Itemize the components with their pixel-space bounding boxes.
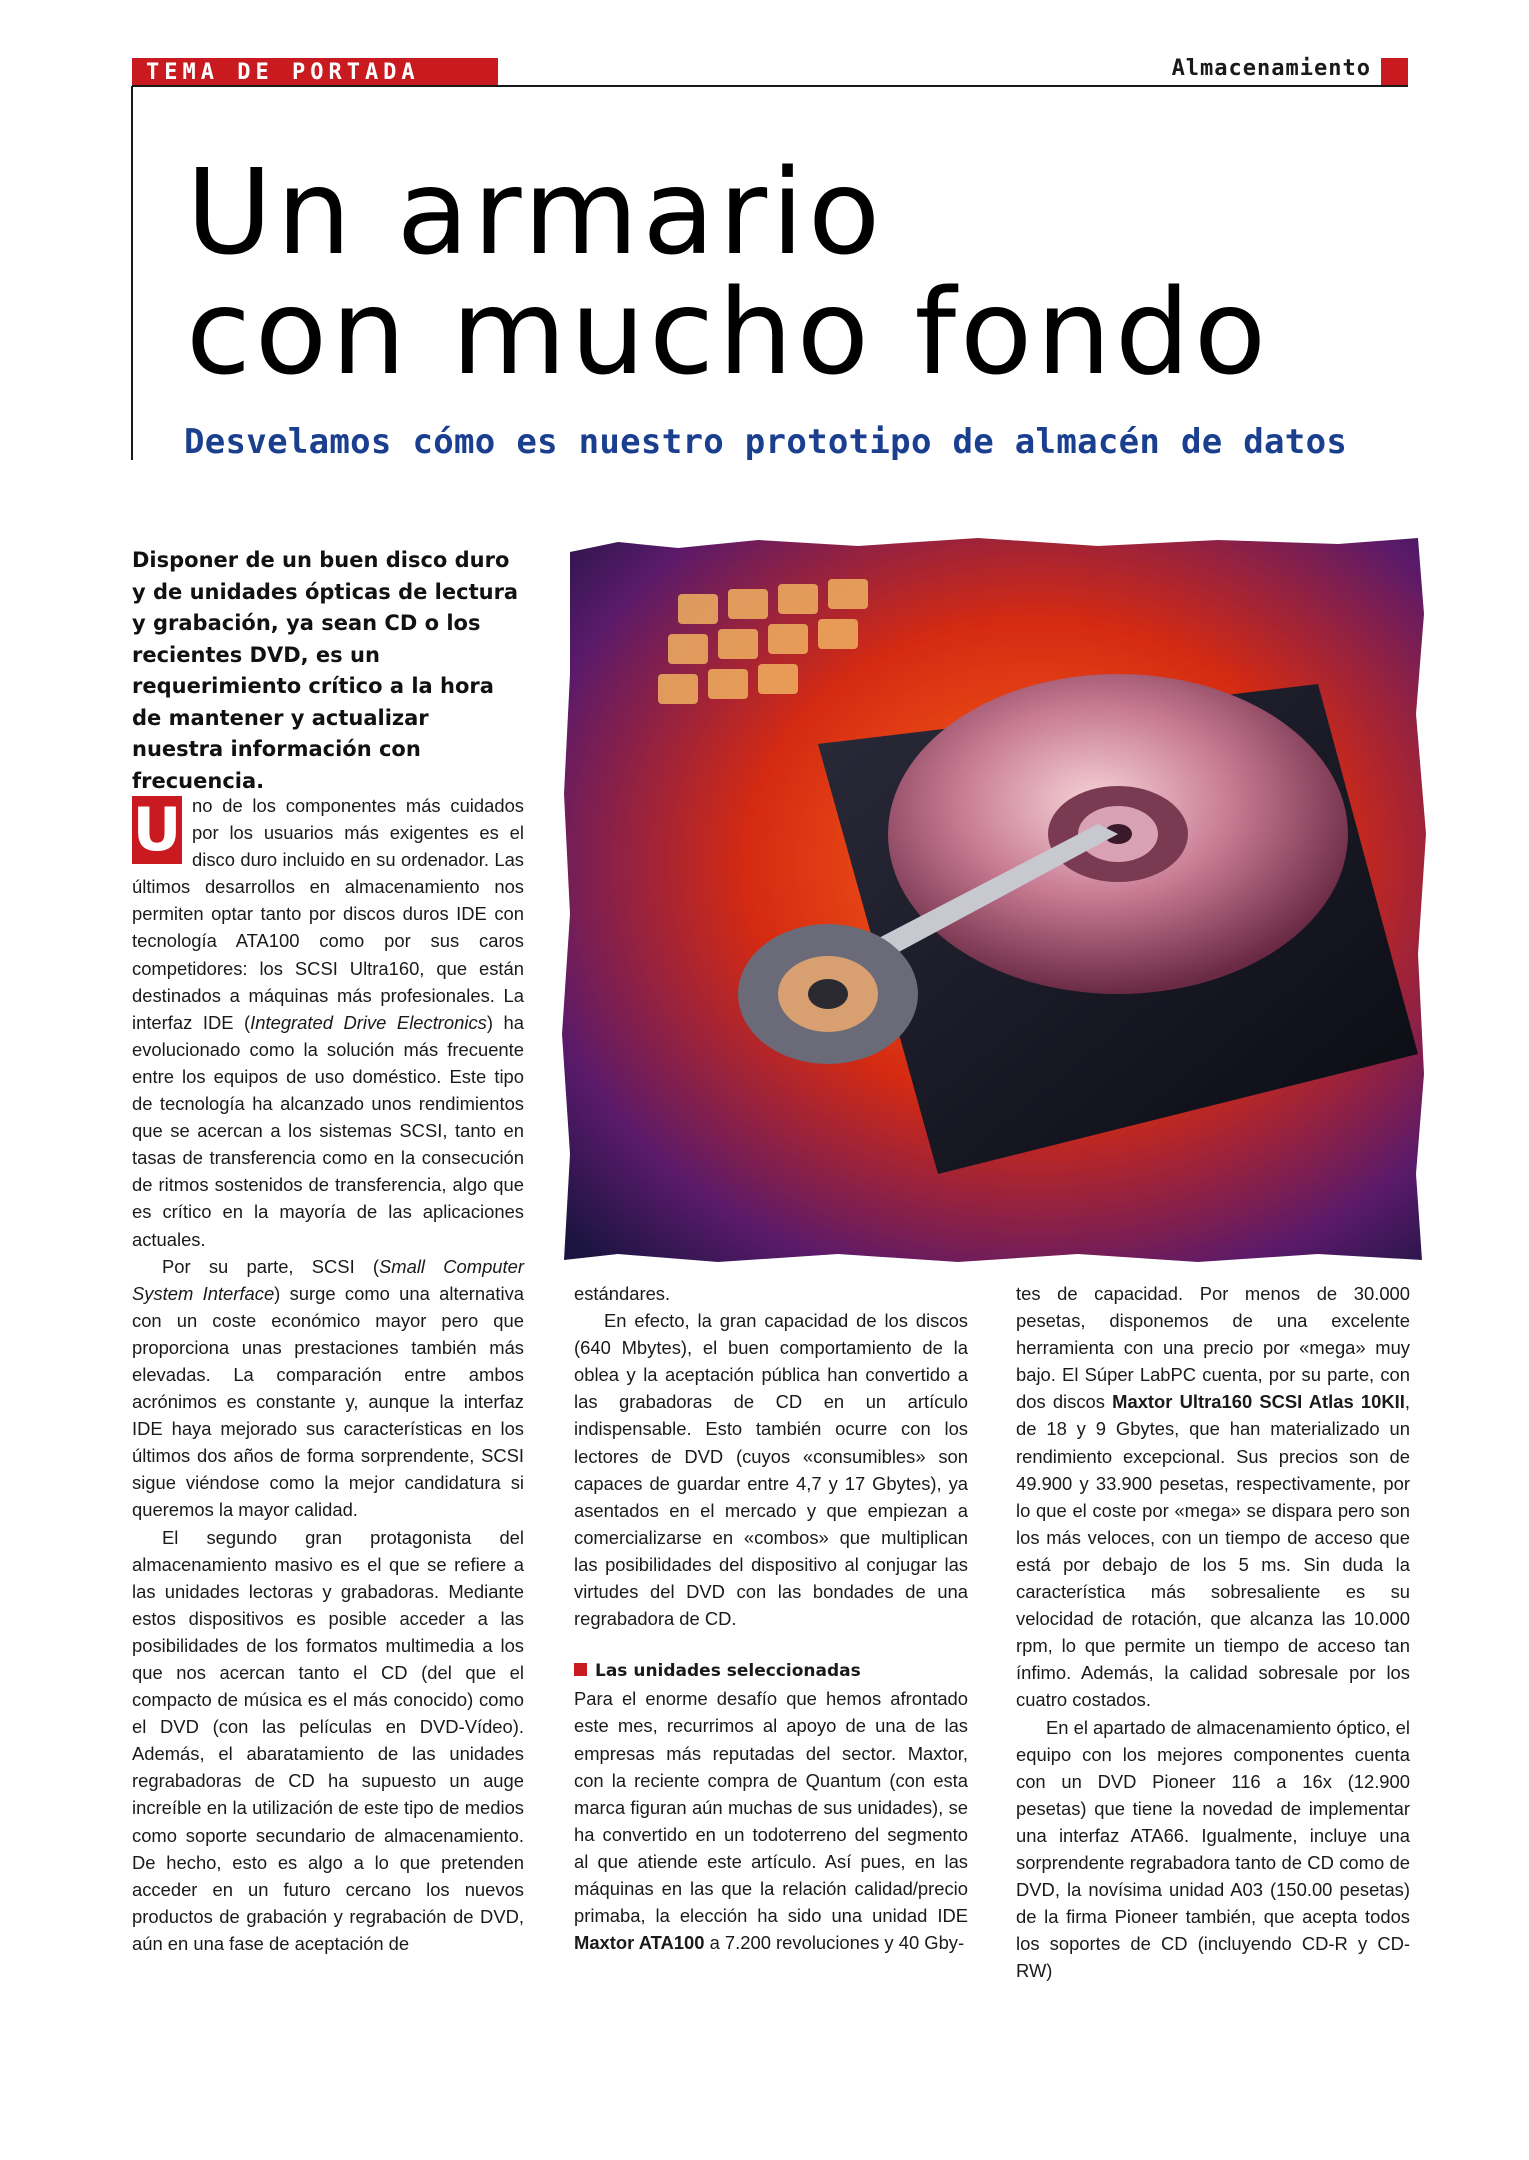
col1-p1-italic: Integrated Drive Electronics [250, 1011, 487, 1033]
header-rule [132, 85, 1408, 87]
article-subtitle: Desvelamos cómo es nuestro prototipo de almacén de datos [184, 422, 1348, 462]
hard-disk-photo [558, 534, 1430, 1268]
col2-paragraph-1: En efecto, la gran capacidad de los discos (640 Mbytes), el buen comportamiento de la oblea y la aceptación pública han convertido a las grabadoras de CD en un artículo indispensable. Esto también ocurre con los lectores de DVD (cuyos «consumibles» son capaces de guardar entre 4,7 y 17 Gbytes), ya asentados en el mercado y que empiezan a comercializarse en «combos» que multiplican las posibilidades del dispositivo al conjugar las virtudes del DVD con las bondades de una regrabadora de CD. [574, 1310, 968, 1630]
col1-p1-end: ) ha evolucionado como la solución más frecuente entre los equipos de uso doméstico. Este tipo de tecnología ha alcanzado unos rendimientos que se acercan a los sistemas SCSI, tanto en tasas de transferencia como en la consecución de ritmos sostenidos de transferencia, algo que es crítico en la mayoría de las aplicaciones actuales. [132, 1011, 524, 1250]
category-marker [1381, 58, 1408, 86]
col3-p1-start: tes de capacidad. Por menos de 30.000 pesetas, disponemos de una excelente herramienta con una precio por «mega» muy bajo. El Súper LabPC cuenta, por su parte, con dos discos [1016, 1283, 1410, 1413]
section-tag [132, 58, 498, 86]
body-column-2 [574, 1280, 968, 1956]
col1-p1-text: no de los componentes más cuidados por los usuarios más exigentes es el disco duro incluido en su ordenador. Las últimos desarrollos en almacenamiento nos permiten optar tanto por discos duros IDE con tecnología ATA100 como por sus caros competidores: los SCSI Ultra160, que están destinados a máquinas más profesionales. La interfaz IDE ( [132, 795, 524, 1033]
drop-cap: U [132, 795, 182, 865]
col2-p2-bold: Maxtor ATA100 [574, 1932, 705, 1954]
col3-p1-end: , de 18 y 9 Gbytes, que han materializado un rendimiento excepcional. Sus precios son de 49.900 y 33.900 pesetas, respectivamente, por lo que el coste por «mega» se dispara pero son los más veloces, con un tiempo de acceso que está por debajo de los 5 ms. Sin duda la característica más sobresaliente es su velocidad de rotación, que alcanza las 10.000 rpm, lo que permite un tiempo de acceso tan ínfimo. Además, la calidad sobresale por los cuatro costados. [1016, 1391, 1411, 1711]
title-line-1: Un armario [186, 143, 885, 281]
heading-marker [574, 1663, 587, 1676]
lead-paragraph: Disponer de un buen disco duro y de unidades ópticas de lectura y grabación, ya sean CD o los recientes DVD, es un requerimiento crítico a la hora de mantener y actualizar nuestra información con frecuencia. [132, 548, 519, 793]
col3-paragraph-2: En el apartado de almacenamiento óptico, el equipo con los mejores componentes cuenta con un DVD Pioneer 116 a 16x (12.900 pesetas) que tiene la novedad de implementar una interfaz ATA66. Igualmente, incluye una sorprendente regrabadora tanto de CD como de DVD, la novísima unidad A03 (150.00 pesetas) de la firma Pioneer también, que acepta todos los soportes de CD (incluyendo CD-R y CD-RW) [1016, 1716, 1410, 1982]
col2-paragraph-2 [574, 1685, 968, 1956]
col1-p2-end: ) surge como una alternativa con un coste económico mayor pero que proporciona unas prestaciones también más elevadas. La comparación entre ambos acrónimos es constante y, aunque la interfaz IDE haya mejorado sus características en los últimos dos años de forma sorprendente, SCSI sigue viéndose como la mejor candidatura si queremos la mayor calidad. [132, 1282, 524, 1521]
col1-paragraph-2 [132, 1253, 524, 1524]
col3-p1-bold: Maxtor Ultra160 SCSI Atlas 10KII [1112, 1391, 1405, 1413]
col1-paragraph-3: El segundo gran protagonista del almacenamiento masivo es el que se refiere a las unidades lectoras y grabadoras. Mediante estos dispositivos es posible acceder a las posibilidades de los formatos multimedia a los que nos acercan tanto el CD (del que el compacto de música es el más conocido) como el DVD (con las películas en DVD-Vídeo). Además, el abaratamiento de las unidades regrabadoras de CD ha supuesto un auge increíble en la utilización de este tipo de medios como soporte secundario de almacenamiento. De hecho, esto es algo a lo que pretenden acceder en un futuro cercano los nuevos productos de grabación y regrabación de DVD, aún en una fase de aceptación de [132, 1526, 524, 1954]
body-column-1 [132, 792, 524, 1957]
title-side-rule [131, 86, 133, 460]
col3-paragraph-1 [1016, 1280, 1410, 1714]
col1-p2-italic: Small Computer System Interface [132, 1255, 524, 1304]
col1-p2-start: Por su parte, SCSI ( [162, 1255, 380, 1277]
section-heading-text: Las unidades seleccionadas [595, 1661, 861, 1682]
article-title [186, 143, 1446, 401]
col1-paragraph-1 [132, 792, 524, 1253]
col2-p2-start: Para el enorme desafío que hemos afrontado este mes, recurrimos al apoyo de una de las empresas más reputadas del sector. Maxtor, con la reciente compra de Quantum (con esta marca figuran aún muchas de sus unidades), se ha convertido en un todoterreno del segmento al que atiende este artículo. Así pues, en las máquinas en las que la relación calidad/precio primaba, la elección ha sido una unidad IDE [574, 1688, 968, 1927]
section-heading [574, 1658, 968, 1685]
section-tag-label: TEMA DE PORTADA [146, 60, 420, 85]
col2-p2-end: a 7.200 revoluciones y 40 Gby- [704, 1932, 965, 1954]
col2-paragraph-0: estándares. [574, 1283, 671, 1304]
body-column-3 [1016, 1280, 1410, 1984]
title-line-2: con mucho fondo [186, 263, 1271, 401]
category-label: Almacenamiento [1171, 56, 1371, 81]
